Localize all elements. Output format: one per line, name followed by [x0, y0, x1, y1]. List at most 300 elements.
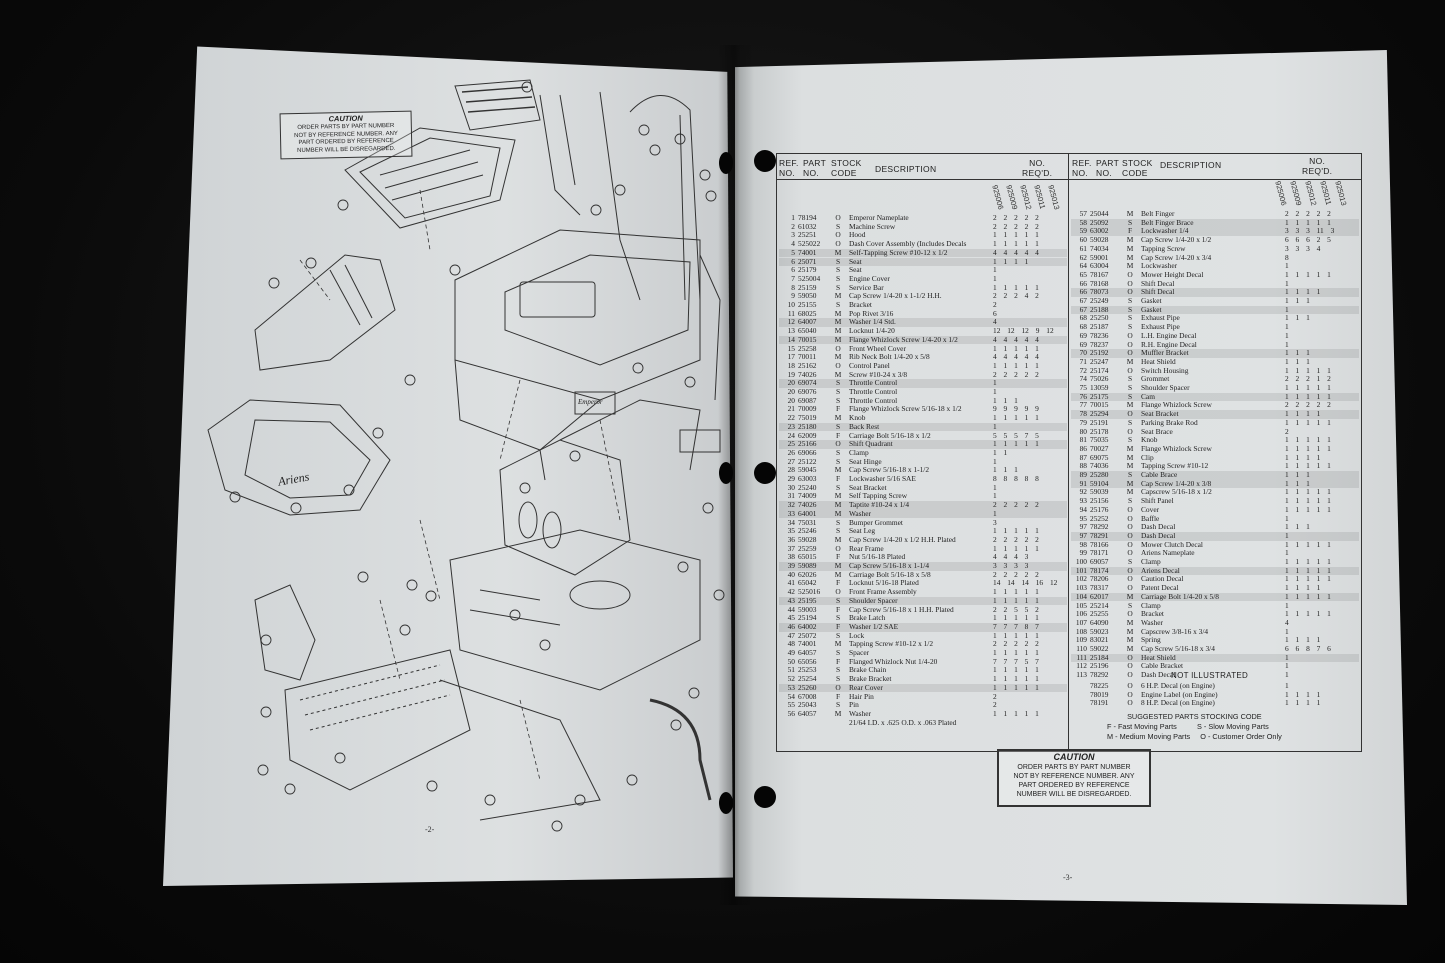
ref-no: 76 [1079, 391, 1087, 401]
description: Tapping Screw [1141, 243, 1186, 253]
ref-no: 13 [787, 326, 795, 336]
description: Clip [1141, 452, 1154, 462]
part-no: 59104 [1090, 478, 1109, 488]
parts-row [779, 693, 1067, 702]
model-header: 925012 [1018, 184, 1034, 211]
description: Dash Decal [1141, 522, 1176, 532]
part-no: 59050 [798, 291, 817, 301]
part-no: 25254 [798, 674, 817, 684]
qty-required: 1 [1285, 330, 1289, 340]
description: Heat Shield [1141, 652, 1176, 662]
stock-code: M [834, 317, 842, 327]
description: Cap Screw 1/4-20 x 3/8 [1141, 478, 1212, 488]
description: Flange Whizlock Screw [1141, 443, 1212, 453]
part-no: 25194 [798, 613, 817, 623]
stock-code: O [1127, 652, 1133, 662]
part-no: 78317 [1090, 583, 1109, 593]
qty-required: 2 2 5 5 2 [993, 604, 1039, 614]
part-no: 78166 [1090, 539, 1109, 549]
ref-no: 28 [787, 465, 795, 475]
caution-line: NOT BY REFERENCE NUMBER. ANY [294, 130, 398, 139]
description: Front Frame Assembly [849, 587, 917, 597]
description: Cap Screw 5/16-18 x 1-1/4 [849, 561, 930, 570]
description: Belt Finger Brace [1141, 217, 1194, 227]
description: Heat Shield [1141, 356, 1176, 366]
part-no: 78206 [1090, 574, 1109, 584]
ref-no: 33 [787, 508, 795, 518]
qty-required: 1 1 1 1 1 [993, 674, 1039, 684]
stock-code: F [835, 604, 841, 614]
ref-no: 107 [1075, 617, 1087, 627]
stock-code: S [835, 613, 841, 623]
parts-row [779, 310, 1067, 319]
qty-required: 3 3 3 4 [1285, 243, 1321, 253]
part-no: 25259 [798, 543, 817, 553]
part-no: 63004 [1090, 261, 1109, 271]
description: Cap Screw 1/4-20 x 1/2 [1141, 235, 1212, 245]
qty-required: 1 1 1 1 1 [1285, 365, 1331, 375]
parts-row [779, 379, 1067, 388]
parts-row [1071, 471, 1359, 480]
description: Baffle [1141, 513, 1160, 523]
description: Shift Decal [1141, 287, 1175, 297]
part-no: 69075 [1090, 452, 1109, 462]
description: Cable Bracket [1141, 661, 1184, 671]
qty-required: 1 1 1 1 1 [993, 230, 1039, 240]
ref-no: 89 [1079, 470, 1087, 479]
qty-required: 2 2 2 2 2 [1285, 209, 1331, 218]
stock-code: M [1126, 591, 1134, 601]
stock-code: O [1127, 698, 1133, 708]
ref-no: 18 [787, 360, 795, 370]
stock-code: S [835, 378, 841, 388]
ref-no: 98 [1079, 539, 1087, 549]
ref-no: 97 [1079, 522, 1087, 532]
part-no: 78019 [1090, 689, 1109, 699]
qty-required: 1 1 1 1 1 [993, 587, 1039, 597]
stock-code: S [835, 526, 841, 536]
qty-required: 1 [993, 273, 997, 283]
parts-row [779, 684, 1067, 693]
qty-required: 2 2 2 2 2 [993, 534, 1039, 544]
qty-required: 6 6 8 7 6 [1285, 644, 1331, 653]
stock-code: S [1127, 383, 1133, 392]
description: Shoulder Spacer [1141, 383, 1190, 392]
stock-code: M [834, 708, 842, 718]
description: Cap Screw 5/16-18 x 1 H.H. Plated [849, 604, 954, 614]
description: Lockwasher 5/16 SAE [849, 474, 916, 483]
ref-no: 93 [1079, 496, 1087, 506]
description: Control Panel [849, 360, 890, 370]
qty-required: 1 1 1 [1285, 356, 1310, 366]
stock-code: O [1127, 339, 1133, 349]
description: Rear Cover [849, 682, 883, 692]
model-header: 925011 [1032, 184, 1048, 210]
ref-no: 23 [787, 421, 795, 431]
parts-row [779, 301, 1067, 310]
qty-required: 1 1 1 1 1 [993, 665, 1039, 675]
ref-no: 52 [787, 674, 795, 684]
description: Seat [849, 265, 862, 275]
qty-required: 1 1 1 1 1 [1285, 591, 1331, 601]
ref-no: 56 [787, 708, 795, 718]
qty-required: 2 [993, 700, 997, 710]
qty-required: 1 1 1 1 1 [1285, 391, 1331, 401]
qty-required: 7 7 7 8 7 [993, 621, 1039, 631]
description: Dash Decal [1141, 530, 1176, 540]
stock-code: O [1127, 330, 1133, 340]
part-no: 75035 [1090, 435, 1109, 445]
qty-required: 14 14 14 16 12 [993, 578, 1058, 588]
qty-required: 4 4 4 3 [993, 552, 1029, 562]
description: Lockwasher 1/4 [1141, 226, 1189, 236]
qty-required: 1 1 1 1 1 [1285, 487, 1331, 497]
ref-no: 9 [791, 291, 795, 301]
ref-no: 81 [1079, 435, 1087, 445]
ref-no: 69 [1079, 339, 1087, 349]
qty-required: 1 [993, 265, 997, 275]
description: Seat Leg [849, 526, 876, 536]
ref-no: 29 [787, 474, 795, 483]
part-no: 25155 [798, 300, 817, 309]
stock-code: M [834, 291, 842, 301]
part-no: 25240 [798, 482, 817, 492]
qty-required: 1 1 1 [1285, 313, 1310, 323]
description: Self Tapping Screw [849, 491, 908, 501]
stock-code: M [1126, 617, 1134, 627]
description: Spacer [849, 648, 870, 657]
ref-no: 57 [1079, 209, 1087, 218]
stock-code: S [835, 256, 841, 266]
part-no: 525004 [798, 273, 821, 283]
part-no: 63002 [1090, 226, 1109, 236]
ref-no: 38 [787, 552, 795, 562]
part-no: 64057 [798, 648, 817, 657]
part-no: 78292 [1090, 522, 1109, 532]
stock-code: O [1127, 504, 1133, 514]
qty-required: 1 1 1 1 1 [993, 239, 1039, 249]
description: Seat Bracket [1141, 409, 1179, 419]
qty-required: 1 [1285, 304, 1289, 314]
qty-required: 1 1 1 1 [1285, 583, 1321, 593]
caution-box-right [997, 749, 1151, 807]
parts-row [779, 414, 1067, 423]
ref-no: 30 [787, 482, 795, 492]
qty-required: 1 1 1 1 [993, 256, 1029, 266]
part-no: 83021 [1090, 635, 1109, 645]
qty-required: 1 [1285, 661, 1289, 671]
description: 21/64 I.D. x .625 O.D. x .063 Plated [849, 717, 957, 727]
description: Seat [849, 256, 862, 266]
ref-no: 24 [787, 430, 795, 440]
ref-no-header: REF. NO. [779, 158, 799, 178]
stock-code: M [834, 569, 842, 579]
description: Clamp [849, 447, 869, 457]
ref-no: 50 [787, 656, 795, 666]
stock-code: F [835, 430, 841, 440]
qty-required: 1 1 1 1 1 [993, 282, 1039, 292]
ref-no: 36 [787, 534, 795, 544]
qty-required: 1 1 1 [1285, 522, 1310, 532]
description: Patent Decal [1141, 583, 1179, 593]
qty-required: 1 [1285, 681, 1289, 690]
stock-code: M [1126, 252, 1134, 262]
description: 8 H.P. Decal (on Engine) [1141, 698, 1215, 708]
description: Capscrew 5/16-18 x 1/2 [1141, 487, 1212, 497]
part-no: 78171 [1090, 548, 1109, 558]
description: Exhaust Pipe [1141, 313, 1180, 323]
description: Switch Housing [1141, 365, 1189, 375]
part-no: 25249 [1090, 296, 1109, 305]
qty-required: 1 1 1 1 [1285, 452, 1321, 462]
no-reqd-header: NO. REQ'D. [1022, 158, 1053, 178]
part-no: 25196 [1090, 661, 1109, 671]
part-no: 25294 [1090, 409, 1109, 419]
description: Shift Decal [1141, 278, 1175, 288]
ref-no: 111 [1076, 652, 1087, 662]
stock-code: O [1127, 670, 1133, 680]
stock-code: O [1127, 287, 1133, 297]
stocking-code-line: F - Fast Moving Parts S - Slow Moving Parts [1107, 722, 1269, 731]
stock-code: M [1126, 461, 1134, 471]
qty-required: 6 6 6 2 5 [1285, 235, 1331, 245]
stock-code: O [835, 587, 841, 597]
binder-hole [754, 786, 776, 808]
part-no: 59039 [1090, 487, 1109, 497]
description: Gasket [1141, 304, 1162, 314]
part-no: 78237 [1090, 339, 1109, 349]
description: Throttle Control [849, 387, 898, 396]
part-no: 74001 [798, 247, 817, 257]
stock-code: O [1127, 522, 1133, 532]
part-no: 64002 [798, 621, 817, 631]
qty-required: 2 2 2 2 2 [993, 213, 1039, 222]
parts-row [1071, 654, 1359, 663]
qty-required: 1 1 1 1 [1285, 409, 1321, 419]
stock-code: F [835, 691, 841, 701]
stock-code: O [835, 439, 841, 449]
description: Pop Rivet 3/16 [849, 308, 894, 318]
qty-required: 2 2 2 2 2 [1285, 400, 1331, 410]
ref-no: 43 [787, 595, 795, 605]
part-no: 75031 [798, 517, 817, 527]
stock-code: S [835, 648, 841, 657]
parts-row [779, 719, 1067, 728]
description: Throttle Control [849, 395, 898, 405]
ref-no: 65 [1079, 269, 1087, 279]
ref-no: 78 [1079, 409, 1087, 419]
qty-required: 1 [1285, 548, 1289, 558]
model-header: 925011 [1318, 180, 1334, 206]
ref-no: 79 [1079, 417, 1087, 427]
description: Carriage Bolt 5/16-18 x 1/2 [849, 430, 931, 440]
qty-required: 12 12 12 9 12 [993, 326, 1054, 336]
ref-no: 101 [1075, 565, 1087, 575]
part-no: 25258 [798, 343, 817, 353]
description: Back Rest [849, 421, 880, 431]
qty-required: 1 1 1 [993, 395, 1018, 405]
parts-row [1071, 515, 1359, 524]
stock-code: M [1126, 261, 1134, 271]
ref-no: 42 [787, 587, 795, 597]
description: Mower Height Decal [1141, 269, 1204, 279]
parts-row [1071, 332, 1359, 341]
description: Brake Chain [849, 665, 887, 675]
stock-code: O [1127, 548, 1133, 558]
parts-row [1071, 610, 1359, 619]
qty-required: 1 1 1 1 1 [1285, 435, 1331, 445]
qty-required: 1 1 1 1 1 [993, 360, 1039, 370]
part-no: 25071 [798, 256, 817, 266]
description: Knob [849, 413, 866, 423]
ref-no: 95 [1079, 513, 1087, 523]
qty-required: 1 [1285, 261, 1289, 271]
parts-row [1071, 288, 1359, 297]
stock-code: S [835, 265, 841, 275]
part-no: 59045 [798, 465, 817, 475]
description: Grommet [1141, 374, 1170, 384]
part-no: 70009 [798, 404, 817, 414]
part-no: 25195 [798, 595, 817, 605]
stock-code: S [1127, 470, 1133, 479]
ref-no: 109 [1075, 635, 1087, 645]
caution-line: NOT BY REFERENCE NUMBER. ANY [1013, 773, 1135, 780]
qty-required: 1 [993, 378, 997, 388]
model-header: 925013 [1333, 180, 1349, 207]
description: Washer 1/2 SAE [849, 621, 899, 631]
qty-required: 4 [1285, 617, 1289, 627]
stock-code: O [1127, 539, 1133, 549]
part-no: 25188 [1090, 304, 1109, 314]
qty-required: 2 2 2 4 2 [993, 291, 1039, 301]
stock-code: S [1127, 374, 1133, 384]
part-no: 78236 [1090, 330, 1109, 340]
part-no: 13059 [1090, 383, 1109, 392]
description: Shift Panel [1141, 496, 1174, 506]
ref-no: 6 [791, 265, 795, 275]
left-page-number: -2- [425, 825, 435, 834]
ref-no: 21 [787, 404, 795, 414]
part-no: 25250 [1090, 313, 1109, 323]
ref-no: 113 [1076, 670, 1087, 680]
stock-code: O [1127, 565, 1133, 575]
part-no: 25191 [1090, 417, 1109, 427]
qty-required: 1 [993, 421, 997, 431]
ref-no: 77 [1079, 400, 1087, 410]
qty-required: 4 [993, 317, 997, 327]
ref-no: 67 [1079, 296, 1087, 305]
stock-code: M [834, 369, 842, 379]
part-no: 78292 [1090, 670, 1109, 680]
ref-no: 48 [787, 639, 795, 649]
qty-required: 1 1 1 1 [1285, 287, 1321, 297]
description: Seat Hinge [849, 456, 882, 466]
description: Ariens Decal [1141, 565, 1180, 575]
qty-required: 1 1 1 1 1 [993, 613, 1039, 623]
qty-required: 1 1 1 1 [1285, 698, 1321, 708]
description: Bracket [1141, 609, 1164, 619]
part-no: 59022 [1090, 644, 1109, 653]
ref-no: 26 [787, 447, 795, 457]
stock-code: M [1126, 209, 1134, 218]
ref-no: 25 [787, 439, 795, 449]
qty-required: 1 [993, 456, 997, 466]
stock-code: S [835, 421, 841, 431]
model-header: 925006 [990, 184, 1006, 211]
qty-required: 1 1 1 1 [1285, 689, 1321, 699]
ref-no: 86 [1079, 443, 1087, 453]
stock-code: O [835, 343, 841, 353]
part-no: 61032 [798, 221, 817, 231]
ref-no: 100 [1075, 557, 1087, 566]
stock-code: S [1127, 496, 1133, 506]
parts-row [779, 388, 1067, 397]
stock-code: M [1126, 478, 1134, 488]
ref-no: 40 [787, 569, 795, 579]
stock-code-header: STOCK CODE [1122, 158, 1153, 178]
part-no: 25072 [798, 630, 817, 640]
part-no: 25180 [798, 421, 817, 431]
part-no: 25246 [798, 526, 817, 536]
ref-no: 47 [787, 630, 795, 640]
ref-no: 22 [787, 413, 795, 423]
qty-required: 4 4 4 4 4 [993, 247, 1039, 257]
ref-no: 10 [787, 300, 795, 309]
qty-required: 1 1 1 1 1 [1285, 417, 1331, 427]
description: Cap Screw 5/16-18 x 3/4 [1141, 644, 1215, 653]
ref-no: 54 [787, 691, 795, 701]
description: Seat Bracket [849, 482, 887, 492]
stock-code: F [835, 404, 841, 414]
parts-row [1071, 541, 1359, 550]
parts-row [779, 501, 1067, 510]
description: Locknut 5/16-18 Plated [849, 578, 919, 588]
part-no: 78194 [798, 213, 817, 222]
stock-code: O [1127, 365, 1133, 375]
stock-code: O [1127, 269, 1133, 279]
part-no: 74034 [1090, 243, 1109, 253]
part-no: 78291 [1090, 530, 1109, 540]
qty-required: 2 [993, 691, 997, 701]
part-no: 69087 [798, 395, 817, 405]
parts-row [1071, 593, 1359, 602]
stock-code: M [834, 308, 842, 318]
part-no: 74036 [1090, 461, 1109, 471]
stock-code: S [835, 482, 841, 492]
stock-code: F [1127, 226, 1133, 236]
ref-no: 62 [1079, 252, 1087, 262]
description: Capscrew 3/8-16 x 3/4 [1141, 626, 1209, 636]
description: Lock [849, 630, 865, 640]
part-no: 25252 [1090, 513, 1109, 523]
description: Pin [849, 700, 859, 710]
description: Gasket [1141, 296, 1162, 305]
description: Muffler Bracket [1141, 348, 1189, 358]
ref-no: 8 [791, 282, 795, 292]
qty-required: 2 [1285, 426, 1289, 436]
ref-no: 70 [1079, 348, 1087, 358]
ref-no: 6 [791, 256, 795, 266]
qty-required: 2 2 2 2 2 [993, 639, 1039, 649]
caution-title: CAUTION [328, 113, 363, 124]
part-no: 59028 [1090, 235, 1109, 245]
right-page-number: -3- [1063, 873, 1073, 882]
stock-code: M [834, 534, 842, 544]
part-no: 59003 [798, 604, 817, 614]
description: Lockwasher [1141, 261, 1178, 271]
part-no: 65042 [798, 578, 817, 588]
ref-no: 53 [787, 682, 795, 692]
